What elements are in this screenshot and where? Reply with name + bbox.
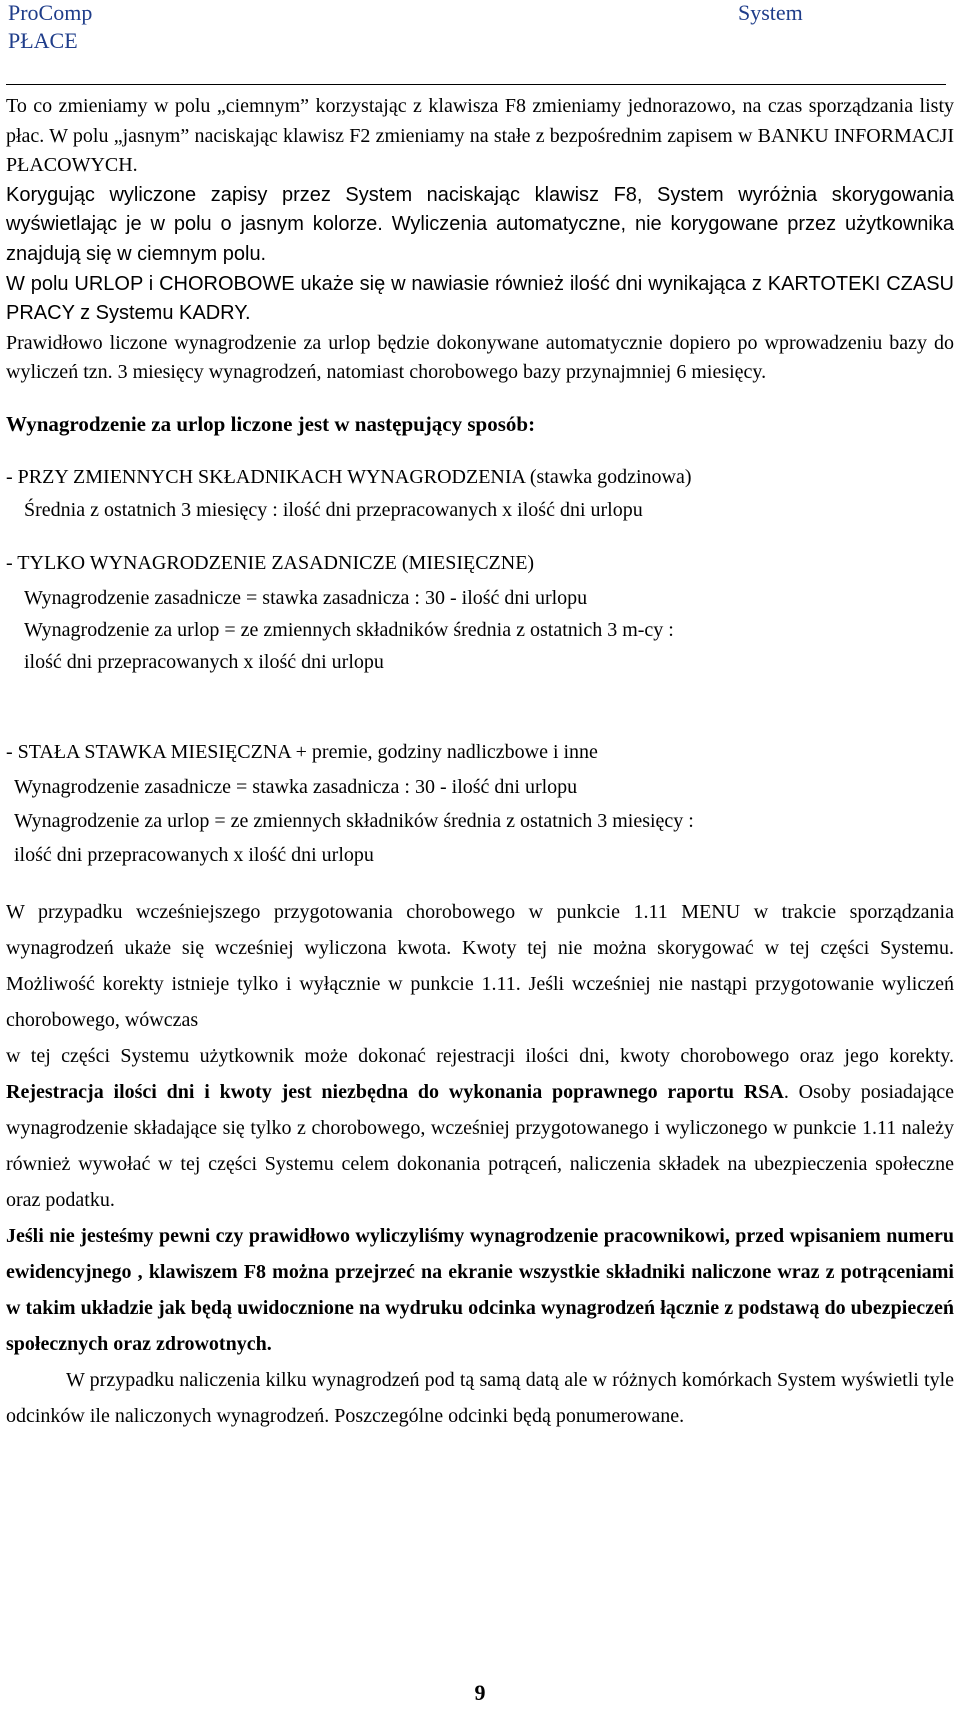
intro-paragraph-2: Korygując wyliczone zapisy przez System naciskając klawisz F8, System wyróżnia skorygowania wyświetlając je w polu o jasnym kolorze. Wyliczenia automatyczne, nie korygowane przez użytkownika znajdują się w ciemnym polu.	[6, 183, 954, 265]
rule-b-formula-2: Wynagrodzenie za urlop = ze zmiennych składników średnia z ostatnich 3 m-cy :	[24, 618, 674, 641]
header-divider	[6, 84, 946, 85]
intro-paragraph-1: To co zmieniamy w polu „ciemnym” korzystając z klawisza F8 zmieniamy jednorazowo, na czas sporządzania listy płac. W polu „jasnym” naciskając klawisz F2 zmieniamy na stałe z bezpośrednim zapisem w BANKU INFORMACJI PŁACOWYCH.	[6, 95, 954, 177]
page-number: 9	[474, 1680, 486, 1705]
body-paragraph-2-start: w tej części Systemu użytkownik może dokonać rejestracji ilości dni, kwoty chorobowego oraz jego korekty.	[6, 1045, 954, 1068]
intro-paragraph-4: Prawidłowo liczone wynagrodzenie za urlop będzie dokonywane automatycznie dopiero po wprowadzeniu bazy do wyliczeń tzn. 3 miesięcy wynagrodzeń, natomiast chorobowego bazy przynajmniej 6 miesięcy.	[6, 331, 954, 384]
rsa-requirement-emphasis: Rejestracja ilości dni i kwoty jest niezbędna do wykonania poprawnego raportu RSA	[6, 1081, 784, 1104]
rule-c-formula-3: ilość dni przepracowanych x ilość dni urlopu	[14, 844, 374, 867]
document-content	[6, 92, 954, 1434]
rule-a-title: - PRZY ZMIENNYCH SKŁADNIKACH WYNAGRODZENIA (stawka godzinowa)	[6, 465, 692, 488]
header-module: PŁACE	[8, 28, 78, 53]
intro-paragraph-3: W polu URLOP i CHOROBOWE ukaże się w nawiasie również ilość dni wynikająca z KARTOTEKI CZASU PRACY z Systemu KADRY.	[6, 272, 954, 325]
body-paragraph-2-end: . Osoby posiadające wynagrodzenie składające się tylko z chorobowego, wcześniej przygotowanego i wyliczonego w punkcie 1.11 należy również wywołać w tej części Systemu celem dokonania potrąceń, naliczenia składek na ubezpieczenia społeczne oraz podatku.	[6, 1081, 954, 1212]
rule-c-title: - STAŁA STAWKA MIESIĘCZNA + premie, godziny nadliczbowe i inne	[6, 740, 598, 763]
rule-b-formula-1: Wynagrodzenie zasadnicze = stawka zasadnicza : 30 - ilość dni urlopu	[24, 586, 588, 609]
body-paragraph-4: W przypadku naliczenia kilku wynagrodzeń pod tą samą datą ale w różnych komórkach System wyświetli tyle odcinków ile naliczonych wynagrodzeń. Poszczególne odcinki będą ponumerowane.	[6, 1369, 954, 1428]
rule-c-formula-2: Wynagrodzenie za urlop = ze zmiennych składników średnia z ostatnich 3 miesięcy :	[14, 810, 694, 833]
body-paragraph-1: W przypadku wcześniejszego przygotowania chorobowego w punkcie 1.11 MENU w trakcie sporządzania wynagrodzeń ukaże się wcześniej wyliczona kwota. Kwoty tej nie można skorygować w tej części Systemu. Możliwość korekty istnieje tylko i wyłącznie w punkcie 1.11. Jeśli wcześniej nie nastąpi przygotowanie wyliczeń chorobowego, wówczas	[6, 901, 954, 1032]
rule-b-formula-3: ilość dni przepracowanych x ilość dni urlopu	[24, 650, 384, 673]
rule-c-formula-1: Wynagrodzenie zasadnicze = stawka zasadnicza : 30 - ilość dni urlopu	[14, 776, 578, 799]
header-system: System	[738, 0, 803, 25]
rule-a-formula: Średnia z ostatnich 3 miesięcy : ilość dni przepracowanych x ilość dni urlopu	[24, 499, 643, 522]
header-brand: ProComp	[8, 0, 93, 25]
section-heading: Wynagrodzenie za urlop liczone jest w następujący sposób:	[6, 411, 536, 436]
body-paragraph-3: Jeśli nie jesteśmy pewni czy prawidłowo wyliczyliśmy wynagrodzenie pracownikowi, przed wpisaniem numeru ewidencyjnego , klawiszem F8 można przejrzeć na ekranie wszystkie składniki naliczone wraz z potrąceniami w takim układzie jak będą uwidocznione na wydruku odcinka wynagrodzeń łącznie z podstawą do ubezpieczeń społecznych oraz zdrowotnych.	[6, 1225, 954, 1356]
body-paragraph-2	[6, 1038, 954, 1218]
rule-b-title: - TYLKO WYNAGRODZENIE ZASADNICZE (MIESIĘCZNE)	[6, 552, 535, 575]
